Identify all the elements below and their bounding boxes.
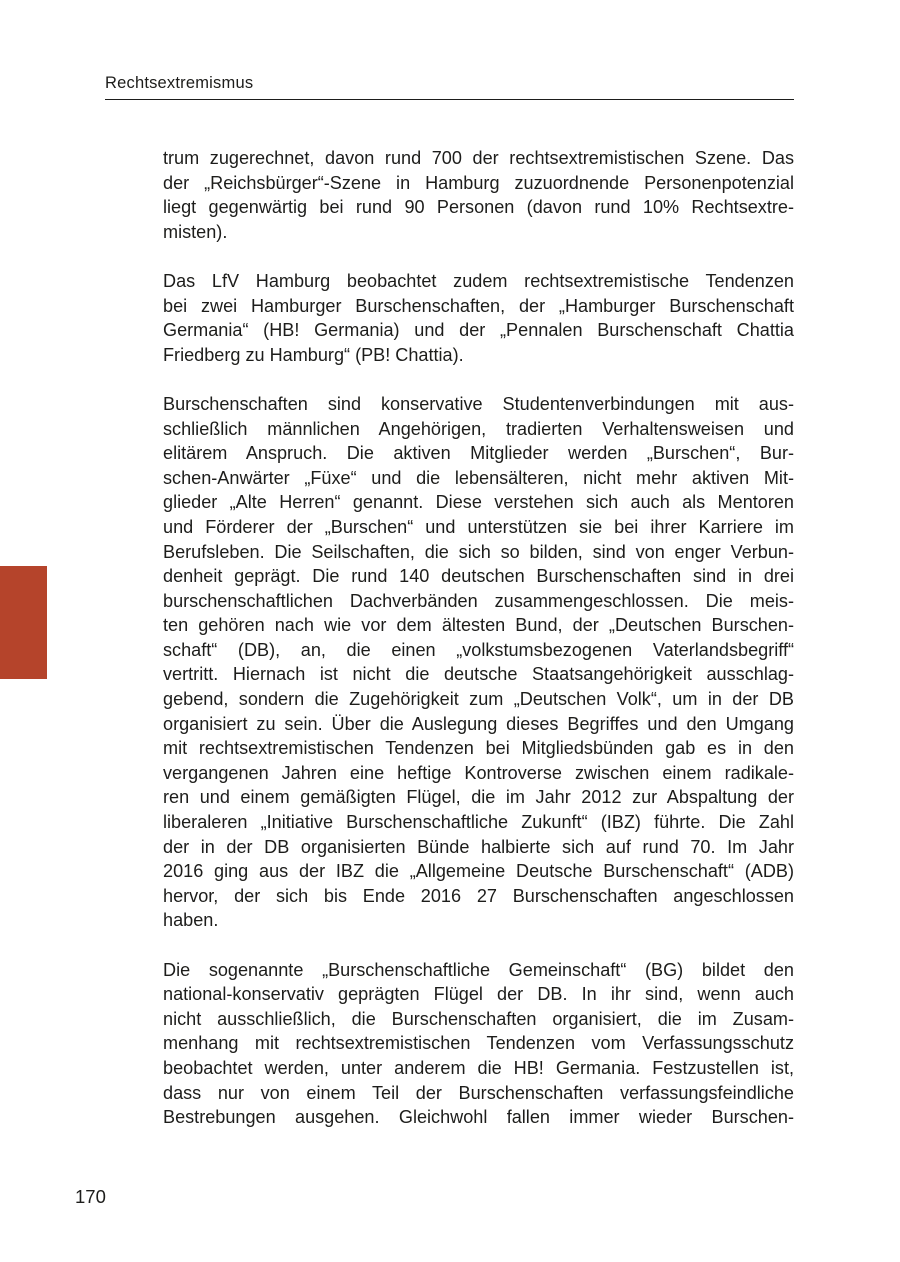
text-line: Friedberg zu Hamburg“ (PB! Chattia).: [163, 344, 464, 365]
text-line: Germania“ (HB! Germania) und der „Pennalen Burschenschaft Chattia: [163, 320, 794, 341]
text-line: Die sogenannte „Burschenschaftliche Gemeinschaft“ (BG) bildet den: [163, 959, 794, 980]
paragraph: [163, 392, 794, 933]
text-line: Bestrebungen ausgehen. Gleichwohl fallen immer wieder Burschen-: [163, 1107, 794, 1128]
text-line: elitärem Anspruch. Die aktiven Mitglieder werden „Burschen“, Bur-: [163, 443, 794, 464]
text-line: ten gehören nach wie vor dem ältesten Bund, der „Deutschen Burschen-: [163, 615, 794, 636]
text-line: bei zwei Hamburger Burschenschaften, der „Hamburger Burschenschaft: [163, 295, 794, 316]
text-line: gebend, sondern die Zugehörigkeit zum „Deutschen Volk“, um in der DB: [163, 689, 794, 710]
text-line: glieder „Alte Herren“ genannt. Diese verstehen sich auch als Mentoren: [163, 492, 794, 513]
body-text: [163, 146, 794, 1130]
text-line: denheit geprägt. Die rund 140 deutschen Burschenschaften sind in drei: [163, 566, 794, 587]
text-line: der „Reichsbürger“-Szene in Hamburg zuzuordnende Personenpotenzial: [163, 172, 794, 193]
text-line: liegt gegenwärtig bei rund 90 Personen (davon rund 10% Rechtsextre-: [163, 197, 794, 218]
text-line: vertritt. Hiernach ist nicht die deutsche Staatsangehörigkeit ausschlag-: [163, 664, 794, 685]
chapter-side-tab: [0, 566, 47, 679]
text-line: vergangenen Jahren eine heftige Kontroverse zwischen einem radikale-: [163, 762, 794, 783]
text-line: Burschenschaften sind konservative Studentenverbindungen mit aus-: [163, 393, 794, 414]
text-line: mit rechtsextremistischen Tendenzen bei Mitgliedsbünden gab es in den: [163, 738, 794, 759]
text-line: hervor, der sich bis Ende 2016 27 Burschenschaften angeschlossen: [163, 885, 794, 906]
text-line: Berufsleben. Die Seilschaften, die sich so bilden, sind von enger Verbun-: [163, 541, 794, 562]
text-line: haben.: [163, 910, 219, 931]
text-line: dass nur von einem Teil der Burschenschaften verfassungsfeindliche: [163, 1082, 794, 1103]
page-number: 170: [75, 1186, 106, 1207]
text-line: nicht ausschließlich, die Burschenschaften organisiert, die im Zusam-: [163, 1008, 794, 1029]
text-line: menhang mit rechtsextremistischen Tendenzen vom Verfassungsschutz: [163, 1033, 794, 1054]
text-line: ren und einem gemäßigten Flügel, die im Jahr 2012 zur Abspaltung der: [163, 787, 794, 808]
header-divider: [105, 99, 794, 100]
text-line: national-konservativ geprägten Flügel der DB. In ihr sind, wenn auch: [163, 984, 794, 1005]
text-line: und Förderer der „Burschen“ und unterstützen sie bei ihrer Karriere im: [163, 516, 794, 537]
running-header-title: Rechtsextremismus: [105, 74, 254, 92]
text-line: organisiert zu sein. Über die Auslegung dieses Begriffes und den Umgang: [163, 713, 794, 734]
paragraph: [163, 958, 794, 1130]
paragraph: [163, 146, 794, 244]
paragraph-gap: [163, 367, 794, 392]
text-line: trum zugerechnet, davon rund 700 der rechtsextremistischen Szene. Das: [163, 148, 794, 168]
paragraph-gap: [163, 933, 794, 958]
text-line: liberaleren „Initiative Burschenschaftliche Zukunft“ (IBZ) führte. Die Zahl: [163, 812, 794, 833]
text-line: schließlich männlichen Angehörigen, tradierten Verhaltensweisen und: [163, 418, 794, 439]
text-line: beobachtet werden, unter anderem die HB! Germania. Festzustellen ist,: [163, 1057, 794, 1078]
text-line: 2016 ging aus der IBZ die „Allgemeine Deutsche Burschenschaft“ (ADB): [163, 861, 794, 882]
text-line: schen-Anwärter „Füxe“ und die lebensälteren, nicht mehr aktiven Mit-: [163, 467, 794, 488]
text-line: misten).: [163, 221, 228, 242]
text-line: Das LfV Hamburg beobachtet zudem rechtsextremistische Tendenzen: [163, 270, 794, 291]
text-line: der in der DB organisierten Bünde halbierte sich auf rund 70. Im Jahr: [163, 836, 794, 857]
text-line: schaft“ (DB), an, die einen „volkstumsbezogenen Vaterlandsbegriff“: [163, 639, 794, 660]
paragraph-gap: [163, 244, 794, 269]
paragraph: [163, 269, 794, 367]
text-line: burschenschaftlichen Dachverbänden zusammengeschlossen. Die meis-: [163, 590, 794, 611]
